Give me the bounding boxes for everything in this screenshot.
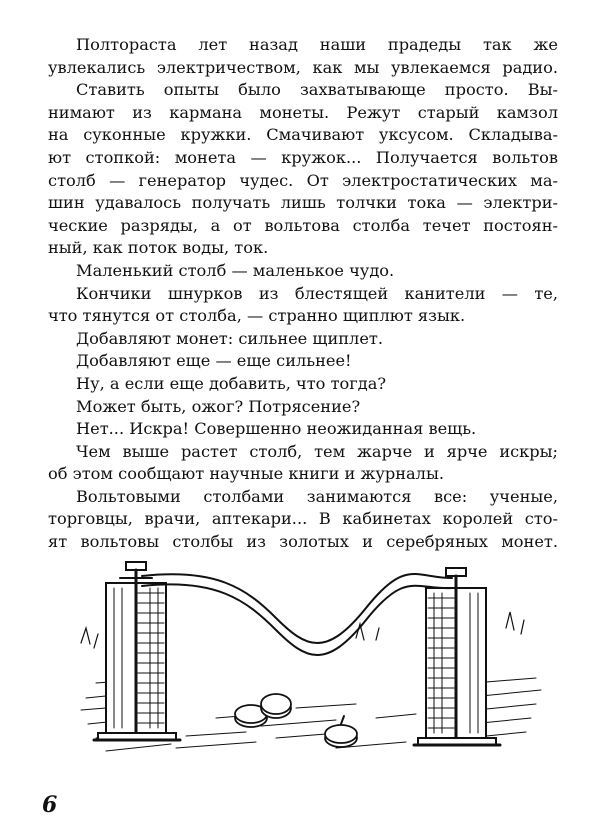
coins xyxy=(235,694,357,747)
text-line: шин удавалось получать лишь толчки тока — электри- xyxy=(48,193,558,213)
text-line: Чем выше растет столб, тем жарче и ярче искры; xyxy=(76,441,558,461)
text-line: торговцы, врачи, аптекари... В кабинетах королей сто- xyxy=(48,509,558,529)
text-line: об этом сообщают научные книги и журналы. xyxy=(48,464,444,484)
text-line: ческие разряды, а от вольтова столба течет постоян- xyxy=(48,215,558,235)
left-voltaic-pile xyxy=(94,562,180,740)
right-voltaic-pile xyxy=(414,568,500,745)
text-line: увлекались электричеством, как мы увлекаемся радио. xyxy=(48,57,558,77)
text-line: ют стопкой: монета — кружок... Получается вольтов xyxy=(48,147,558,167)
text-line: Полтораста лет назад наши прадеды так же xyxy=(76,35,558,54)
voltaic-pile-illustration xyxy=(76,548,546,768)
text-line: что тянутся от столба, — странно щиплют язык. xyxy=(48,306,466,326)
text-line: Ну, а если еще добавить, что тогда? xyxy=(76,373,387,393)
text-line: Ставить опыты было захватывающе просто. Вы- xyxy=(76,80,558,100)
text-line: нимают из кармана монеты. Режут старый камзол xyxy=(48,102,558,122)
text-line: Добавляют еще — еще сильнее! xyxy=(76,351,352,371)
page-number: 6 xyxy=(42,792,58,818)
text-line: Может быть, ожог? Потрясение? xyxy=(76,396,361,416)
text-line: Кончики шнурков из блестящей канители — те, xyxy=(76,283,558,303)
text-line: ный, как поток воды, ток. xyxy=(48,238,269,258)
text-line: Нет... Искра! Совершенно неожиданная вещь. xyxy=(76,419,477,439)
connecting-wire xyxy=(142,574,452,655)
text-line: столб — генератор чудес. От электростатических ма- xyxy=(48,170,558,190)
text-line: ят вольтовы столбы из золотых и серебряных монет. xyxy=(48,532,558,552)
text-line: Добавляют монет: сильнее щиплет. xyxy=(76,328,384,348)
text-line: на суконные кружки. Смачивают уксусом. Складыва- xyxy=(48,125,558,145)
body-text xyxy=(48,34,558,554)
text-line: Вольтовыми столбами занимаются все: ученые, xyxy=(76,486,558,506)
text-line: Маленький столб — маленькое чудо. xyxy=(76,260,395,280)
